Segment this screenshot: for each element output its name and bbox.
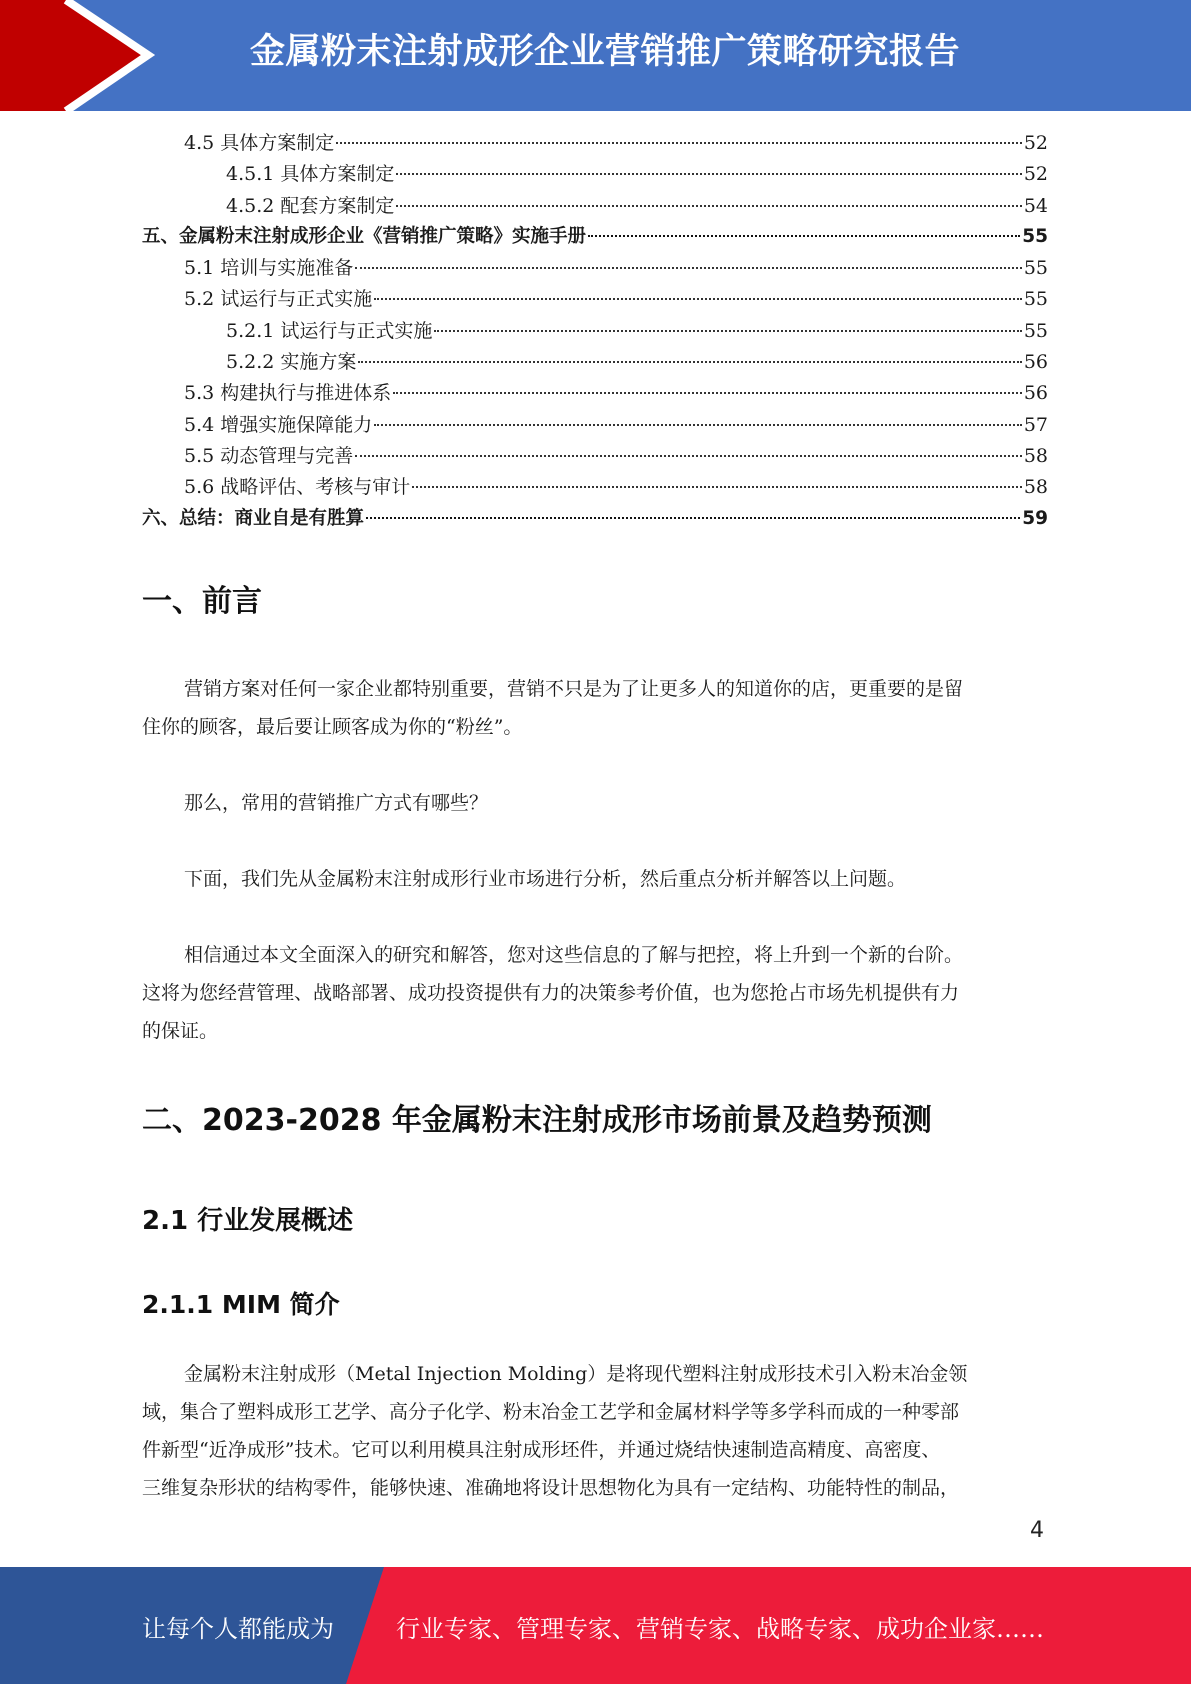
toc-entry-label: 金属粉末注射成形企业《营销推广策略》实施手册: [179, 225, 587, 247]
toc-entry[interactable]: [142, 128, 1048, 159]
toc-entry[interactable]: [142, 472, 1048, 503]
text-line: 金属粉末注射成形（Metal Injection Molding）是将现代塑料注射成形技术引入粉末冶金领: [184, 1363, 968, 1385]
toc-dot-leader: [336, 142, 1022, 144]
toc-entry[interactable]: [142, 347, 1048, 378]
mim-intro-paragraph: [142, 1355, 1048, 1507]
text-line: 这将为您经营管理、战略部署、成功投资提供有力的决策参考价值，也为您抢占市场先机提供有力: [142, 982, 960, 1004]
toc-entry-label: 总结：商业自是有胜算: [179, 507, 365, 529]
toc-entry[interactable]: [142, 316, 1048, 347]
toc-dot-leader: [396, 173, 1021, 175]
toc-entry-page: 58: [1023, 476, 1048, 499]
toc-entry-number: 五、: [142, 225, 180, 247]
toc-entry[interactable]: [142, 191, 1048, 222]
toc-entry-number: 5.2.2: [226, 351, 275, 374]
toc-entry-number: 5.2: [184, 288, 215, 311]
toc-entry-page: 55: [1022, 225, 1048, 247]
report-title: 金属粉末注射成形企业营销推广策略研究报告: [249, 32, 960, 72]
toc-entry-number: 六、: [142, 507, 180, 529]
text-line: 三维复杂形状的结构零件，能够快速、准确地将设计思想物化为具有一定结构、功能特性的制品，: [142, 1477, 960, 1499]
toc-entry[interactable]: [142, 378, 1048, 409]
toc-entry-number: 5.3: [184, 382, 215, 405]
toc-dot-leader: [374, 298, 1022, 300]
toc-entry-label: 培训与实施准备: [220, 257, 354, 280]
preface-paragraph-3: [142, 860, 1048, 898]
toc-entry-number: 4.5: [184, 132, 215, 154]
toc-entry-number: 4.5.2: [226, 194, 275, 217]
toc-entry-label: 具体方案制定: [220, 132, 335, 154]
text-line: 营销方案对任何一家企业都特别重要，营销不只是为了让更多人的知道你的店，更重要的是留: [184, 678, 964, 700]
page-footer: [0, 1567, 1191, 1684]
toc-entry[interactable]: [142, 253, 1048, 284]
toc-dot-leader: [358, 361, 1021, 363]
toc-entry[interactable]: [142, 410, 1048, 441]
text-line: 住你的顾客，最后要让顾客成为你的“粉丝”。: [142, 716, 523, 738]
toc-entry-page: 59: [1022, 507, 1048, 529]
toc-dot-leader: [396, 205, 1021, 207]
text-line: 相信通过本文全面深入的研究和解答，您对这些信息的了解与把控，将上升到一个新的台阶。: [184, 944, 964, 966]
toc-dot-leader: [434, 330, 1021, 332]
toc-entry-page: 55: [1023, 257, 1048, 280]
toc-entry-label: 战略评估、考核与审计: [220, 476, 411, 499]
toc-entry[interactable]: [142, 504, 1048, 535]
toc-dot-leader: [393, 392, 1022, 394]
toc-entry-label: 构建执行与推进体系: [220, 382, 392, 405]
text-line: 那么，常用的营销推广方式有哪些？: [184, 792, 489, 814]
toc-entry-label: 增强实施保障能力: [220, 413, 373, 436]
toc-entry-page: 57: [1023, 413, 1048, 436]
toc-entry[interactable]: [142, 441, 1048, 472]
toc-entry-label: 动态管理与完善: [220, 444, 354, 467]
toc-dot-leader: [355, 267, 1022, 269]
toc-entry-number: 5.6: [184, 476, 215, 499]
toc-entry-page: 56: [1023, 351, 1048, 374]
toc-dot-leader: [412, 486, 1022, 488]
preface-heading: 一、前言: [142, 584, 262, 619]
section-2-1-1-heading: 2.1.1 MIM 简介: [142, 1290, 340, 1319]
section-2-1-heading: 2.1 行业发展概述: [142, 1206, 354, 1236]
toc-entry-label: 配套方案制定: [280, 194, 395, 217]
toc-entry[interactable]: [142, 222, 1048, 253]
toc-entry-number: 5.1: [184, 257, 215, 280]
toc-dot-leader: [366, 517, 1020, 519]
toc-entry-page: 55: [1023, 288, 1048, 311]
page-header: [0, 0, 1191, 111]
toc-entry[interactable]: [142, 284, 1048, 315]
chapter-2-heading: 二、2023-2028 年金属粉末注射成形市场前景及趋势预测: [142, 1103, 932, 1138]
toc-entry-page: 58: [1023, 444, 1048, 467]
toc-dot-leader: [355, 455, 1022, 457]
text-line: 的保证。: [142, 1020, 219, 1042]
toc-entry-label: 试运行与正式实施: [220, 288, 373, 311]
table-of-contents: [142, 128, 1048, 535]
toc-entry-page: 54: [1023, 194, 1048, 217]
toc-entry-number: 5.5: [184, 444, 215, 467]
toc-entry-number: 5.2.1: [226, 319, 275, 342]
toc-entry-page: 52: [1023, 132, 1048, 154]
footer-slogan-left: 让每个人都能成为: [142, 1615, 334, 1643]
toc-entry-label: 实施方案: [280, 351, 357, 374]
preface-paragraph-4: [142, 936, 1048, 1050]
toc-dot-leader: [374, 424, 1022, 426]
toc-entry-label: 试运行与正式实施: [280, 319, 433, 342]
text-line: 件新型“近净成形”技术。它可以利用模具注射成形坯件，并通过烧结快速制造高精度、高密度、: [142, 1439, 941, 1461]
toc-entry-page: 52: [1023, 163, 1048, 186]
toc-entry-label: 具体方案制定: [280, 163, 395, 186]
toc-entry-page: 55: [1023, 319, 1048, 342]
text-line: 域，集合了塑料成形工艺学、高分子化学、粉末冶金工艺学和金属材料学等多学科而成的一种零部: [142, 1401, 960, 1423]
toc-entry[interactable]: [142, 159, 1048, 190]
page-number: 4: [1030, 1518, 1044, 1543]
toc-entry-number: 4.5.1: [226, 163, 275, 186]
preface-paragraph-2: [142, 784, 1048, 822]
text-line: 下面，我们先从金属粉末注射成形行业市场进行分析，然后重点分析并解答以上问题。: [184, 868, 907, 890]
toc-entry-number: 5.4: [184, 413, 215, 436]
toc-entry-page: 56: [1023, 382, 1048, 405]
preface-paragraph-1: [142, 670, 1048, 746]
toc-dot-leader: [588, 235, 1020, 237]
footer-slogan-right: 行业专家、管理专家、营销专家、战略专家、成功企业家……: [396, 1615, 1044, 1643]
